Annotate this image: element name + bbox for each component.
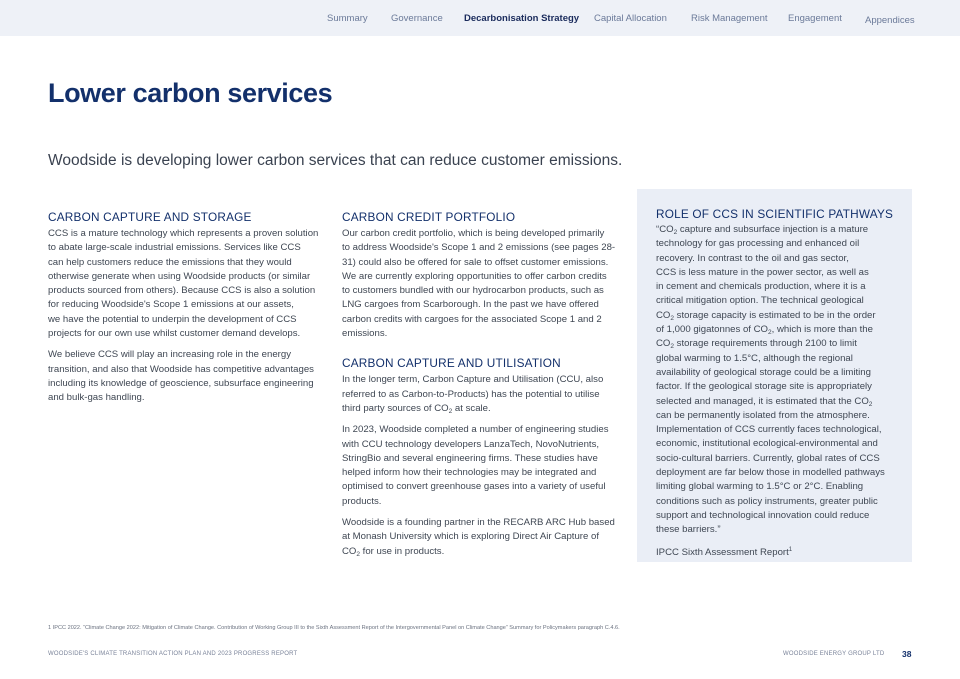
nav-item-governance[interactable]: Governance [391, 13, 443, 24]
ccu-paragraph-2: In 2023, Woodside completed a number of engineering studies with CCU technology developers LanzaTech, NovoNutrients, StringBio and several engineering firms. These studies have helped inform how their technologies may be integrated and optimised to convert greenhouse gases into a variety of useful products. [342, 424, 609, 507]
top-navigation [0, 0, 960, 36]
nav-item-risk-management[interactable]: Risk Management [691, 13, 768, 24]
page-intro: Woodside is developing lower carbon services that can reduce customer emissions. [48, 152, 623, 169]
quote-source: IPCC Sixth Assessment Report$^1$ [656, 546, 793, 558]
page-number: 38 [902, 649, 912, 659]
nav-item-summary[interactable]: Summary [327, 13, 368, 24]
credits-heading: CARBON CREDIT PORTFOLIO [342, 210, 516, 224]
nav-item-engagement[interactable]: Engagement [788, 13, 842, 24]
nav-item-decarbonisation-strategy[interactable]: Decarbonisation Strategy [464, 13, 580, 24]
ipcc-quote: “$CO_2$ capture and subsurface injection is a mature technology for gas processing and enhanced oil recovery. In contrast to the oil and gas sector, CCS is less mature in the power sector, as well as in cement and chemicals production, where it is a critical mitigation option. The technical geological $CO_2$ storage capacity is estimated to be in the order of 1,000 gigatonnes of $CO_2$, which is more than the $CO_2$ storage requirements through 2100 to limit global warming to 1.5°C, although the regional availability of geological storage could be a limiting factor. If the geological storage site is appropriately selected and managed, it is estimated that the $CO_2$ can be permanently isolated from the atmosphere. Implementation of CCS currently faces technological, economic, institutional ecological-environmental and socio-cultural barriers. Currently, global rates of CCS deployment are far below those in modelled pathways limiting global warming to 1.5°C or 2°C. Enabling conditions such as policy instruments, greater public support and technological innovation could reduce these barriers.” [656, 224, 885, 536]
page-title: Lower carbon services [48, 78, 333, 108]
footer-company: WOODSIDE ENERGY GROUP LTD [783, 651, 885, 657]
ccu-paragraph-3: Woodside is a founding partner in the RECARB ARC Hub based at Monash University which is exploring Direct Air Capture of $CO_2$ for use in products. [342, 517, 615, 558]
ccu-paragraph-1: In the longer term, Carbon Capture and Utilisation (CCU, also referred to as Carbon-to-Products) has the potential to utilise third party sources of $CO_2$ at scale. [342, 374, 604, 415]
ccs-paragraph-2: We believe CCS will play an increasing role in the energy transition, and also that Woodside has competitive advantages including its knowledge of geoscience, subsurface engineering and bulk-gas handling. [48, 349, 314, 404]
ccs-pathways-callout [637, 189, 912, 562]
credits-and-ccu-column [342, 210, 622, 566]
ccs-paragraph-1: CCS is a mature technology which represents a proven solution to abate large-scale industrial emissions. Services like CCS can help customers reduce the emissions that they would otherwise generate when using Woodside products (or similar products sourced from others). Because CCS is also a solution for reducing Woodside's Scope 1 emissions at our assets, we have the potential to underpin the development of CCS projects for our own use whilst customer demand develops. [48, 228, 319, 340]
nav-item-capital-allocation[interactable]: Capital Allocation [594, 13, 667, 24]
credits-paragraph-1: Our carbon credit portfolio, which is being developed primarily to address Woodside's Scope 1 and 2 emissions (see pages 28- 31) could also be offered for sale to offset customer emissions. We are currently exploring opportunities to offer carbon credits to customers bundled with our hydrocarbon products, such as LNG cargoes from Scarborough. In the past we have offered carbon credits with cargoes for the associated Scope 1 and 2 emissions. [342, 228, 616, 340]
footnote: 1 IPCC 2022. “Climate Change 2022: Mitigation of Climate Change. Contribution of Working Group III to the Sixth Assessment Report of the Intergovernmental Panel on Climate Change” Summary for Policymakers paragraph C.4.6. [48, 625, 620, 631]
ccs-heading: CARBON CAPTURE AND STORAGE [48, 210, 252, 224]
footer-report-title: WOODSIDE'S CLIMATE TRANSITION ACTION PLAN AND 2023 PROGRESS REPORT [48, 651, 298, 657]
ccu-heading: CARBON CAPTURE AND UTILISATION [342, 356, 561, 371]
callout-heading: ROLE OF CCS IN SCIENTIFIC PATHWAYS [656, 207, 894, 221]
ccs-section [48, 210, 328, 413]
nav-item-appendices[interactable]: Appendices [865, 15, 915, 26]
